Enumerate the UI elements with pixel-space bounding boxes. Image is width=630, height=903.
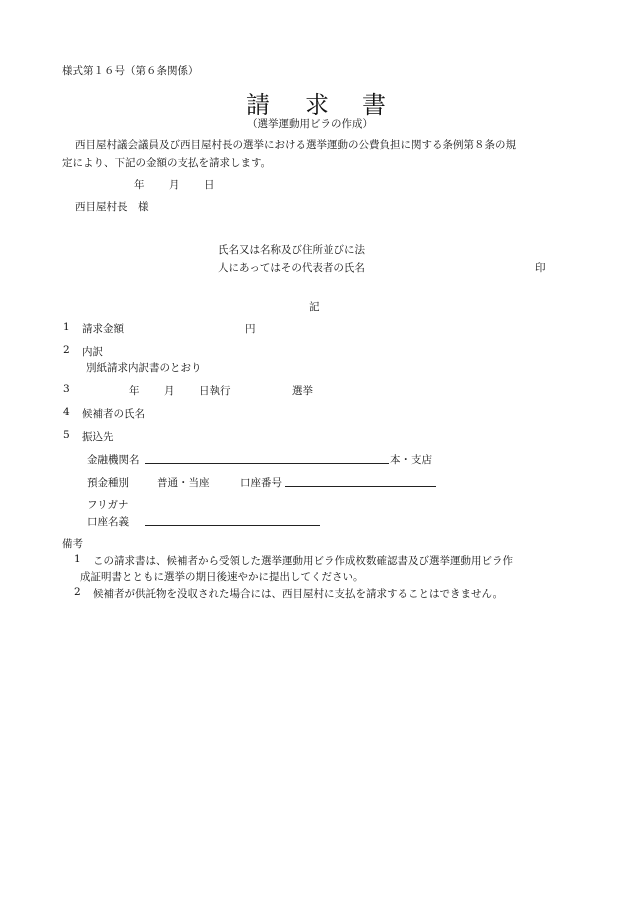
- title-char-1: 請: [246, 91, 270, 119]
- item-number: 2: [63, 344, 70, 356]
- bank-name-field[interactable]: [145, 463, 389, 464]
- note-number: 2: [74, 586, 81, 598]
- intro-line-1: 西目屋村議会議員及び西目屋村長の選挙における選挙運動の公費負担に関する条例第８条の規: [75, 139, 516, 151]
- election-day-exec: 日執行: [199, 385, 231, 397]
- branch-label: 本・支店: [390, 454, 432, 466]
- applicant-label-line-2: 人にあってはその代表者の氏名: [218, 262, 365, 274]
- furigana-label: フリガナ: [87, 499, 129, 511]
- account-name-field[interactable]: [145, 525, 320, 526]
- breakdown-label: 内訳: [82, 346, 103, 358]
- election-month: 月: [164, 385, 175, 397]
- notes-heading: 備考: [62, 538, 83, 550]
- bank-name-label: 金融機関名: [87, 454, 140, 466]
- item-number: 3: [63, 383, 70, 395]
- document-subtitle: （選挙運動用ビラの作成）: [247, 118, 373, 130]
- account-number-label: 口座番号: [240, 477, 282, 489]
- item-number: 4: [63, 406, 70, 418]
- amount-label: 請求金額: [82, 323, 124, 335]
- applicant-label-line-1: 氏名又は名称及び住所並びに法: [218, 244, 365, 256]
- ki-heading: 記: [309, 301, 320, 313]
- election-label: 選挙: [292, 385, 313, 397]
- account-number-field[interactable]: [285, 486, 436, 487]
- item-number: 5: [63, 429, 70, 441]
- form-number: 様式第１６号（第６条関係）: [62, 65, 199, 77]
- account-name-label: 口座名義: [87, 516, 129, 528]
- note-2-line-1: 候補者が供託物を没収された場合には、西目屋村に支払を請求することはできません。: [93, 588, 504, 600]
- intro-line-2: 定により、下記の金額の支払を請求します。: [62, 157, 272, 169]
- note-1-line-1: この請求書は、候補者から受領した選挙運動用ビラ作成枚数確認書及び選挙運動用ビラ作: [93, 555, 513, 567]
- election-year: 年: [129, 385, 140, 397]
- candidate-label: 候補者の氏名: [82, 408, 145, 420]
- deposit-type-options: 普通・当座: [157, 477, 210, 489]
- title-char-3: 書: [362, 91, 386, 119]
- date-day: 日: [204, 179, 215, 191]
- item-number: 1: [63, 321, 70, 333]
- note-1-line-2: 成証明書とともに選挙の期日後速やかに提出してください。: [80, 571, 364, 583]
- addressee: 西目屋村長 様: [75, 201, 149, 213]
- date-year: 年: [134, 179, 145, 191]
- title-char-2: 求: [305, 91, 329, 119]
- transfer-label: 振込先: [82, 431, 114, 443]
- deposit-type-label: 預金種別: [87, 477, 129, 489]
- breakdown-detail: 別紙請求内訳書のとおり: [86, 362, 202, 374]
- note-number: 1: [74, 553, 81, 565]
- date-month: 月: [169, 179, 180, 191]
- amount-unit: 円: [245, 323, 256, 335]
- seal-mark: 印: [535, 262, 546, 274]
